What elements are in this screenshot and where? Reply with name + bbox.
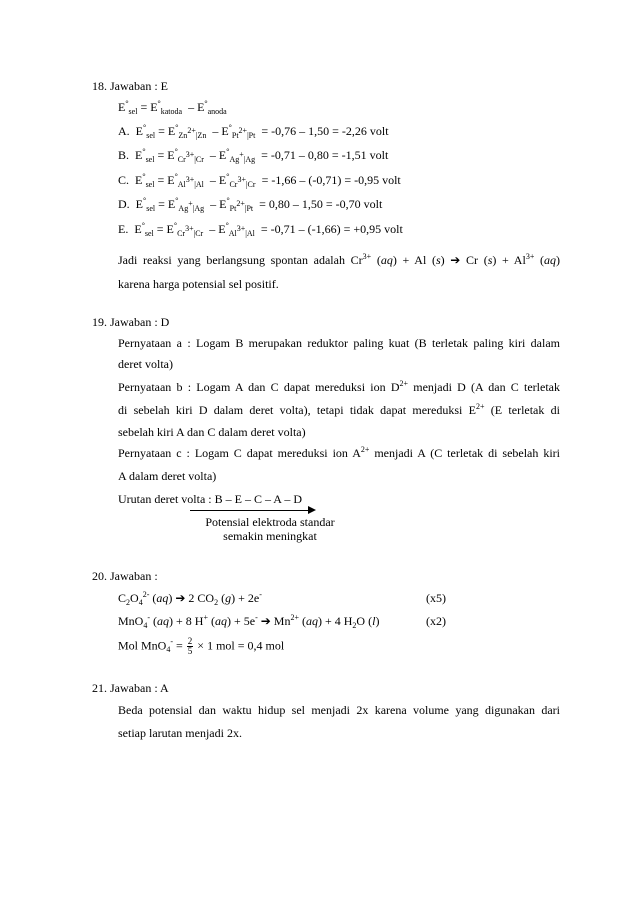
arrow-right-icon — [308, 506, 316, 514]
q20-mol-calc: Mol MnO$_4$- = $\frac{2}{5}$ × 1 mol = 0,4 mol — [118, 636, 285, 656]
arrow-label-1: Potensial elektroda standar — [205, 515, 335, 529]
q21-line-2: setiap larutan menjadi 2x. — [118, 726, 242, 740]
q19-volta-order: Urutan deret volta : B – E – C – A – D — [118, 492, 302, 506]
q21-line-1: Beda potensial dan waktu hidup sel menjadi 2x karena volume yang digunakan dari — [118, 703, 560, 717]
q19-statement-a-2: deret volta) — [118, 357, 173, 371]
q20-eq2: MnO$_4$- (aq) + 8 H+ (aq) + 5e- ➔ $Mn^{2+}$ (aq) + 4 $H_2O$ (l) — [118, 613, 380, 630]
q20-title: 20. Jawaban : — [92, 569, 158, 583]
q19-statement-b-3: sebelah kiri A dan C dalam deret volta) — [118, 425, 306, 439]
q18-option-e: E. $E^\circ_{sel} = E^\circ_{Cr^{3+}|Cr} - E^\circ_{Al^{3+}|Al} = -0,71 - (-1,66) = +0,95$ volt — [118, 221, 403, 238]
q18-option-a: A. $E^\circ_{sel} = E^\circ_{Zn^{2+}|Zn} - E^\circ_{Pt^{2+}|Pt} = -0,76 - 1,50 = -2,26$ volt — [118, 123, 389, 140]
q18-conclusion: Jadi reaksi yang berlangsung spontan adalah $Cr^{3+}$ (aq) + Al (s) ➔ Cr $(s) + Al^{3+}$ (aq) — [118, 252, 560, 267]
q18-title: 18. Jawaban : E — [92, 79, 168, 93]
q18-option-c: C. $E^\circ_{sel} = E^\circ_{Al^{3+}|Al} - E^\circ_{Cr^{3+}|Cr} = -1,66 - (-0,71) = -0,95$ volt — [118, 172, 401, 189]
q18-option-d: D. $E^\circ_{sel} = E^\circ_{Ag^+|Ag} - E^\circ_{Pt^{2+}|Pt} = 0,80 - 1,50 = -0,70$ volt — [118, 196, 383, 213]
q18-formula: $E^\circ_{sel} = E^\circ_{katoda} - E^\circ_{anoda}$ — [118, 99, 227, 116]
q19-statement-c: Pernyataan c : Logam C dapat mereduksi ion $A^{2+}$ menjadi A (C terletak di sebelah kiri — [118, 445, 560, 460]
q20-eq1-multiplier: (x5) — [426, 591, 446, 605]
q21-title: 21. Jawaban : A — [92, 681, 169, 695]
q19-statement-a: Pernyataan a : Logam B merupakan reduktor paling kuat (B terletak paling kiri dalam — [118, 336, 560, 350]
q18-conclusion-2: karena harga potensial sel positif. — [118, 277, 279, 291]
q20-eq1: $C_2O_4^{2-}$ (aq) ➔ 2 $CO_2$ (g) + 2e- — [118, 590, 262, 607]
q19-title: 19. Jawaban : D — [92, 315, 170, 329]
q20-eq2-multiplier: (x2) — [426, 614, 446, 628]
volta-arrow-line — [190, 510, 314, 511]
q19-statement-b-2: di sebelah kiri D dalam deret volta), tetapi tidak dapat mereduksi $E^{2+}$ (E terletak di — [118, 402, 560, 417]
q18-option-b: B. $E^\circ_{sel} = E^\circ_{Cr^{3+}|Cr} - E^\circ_{Ag^+|Ag} = -0,71 - 0,80 = -1,51$ volt — [118, 147, 389, 164]
arrow-label-2: semakin meningkat — [223, 529, 317, 543]
q19-statement-b: Pernyataan b : Logam A dan C dapat mereduksi ion $D^{2+}$ menjadi D (A dan C terletak — [118, 379, 560, 394]
q19-statement-c-2: A dalam deret volta) — [118, 469, 217, 483]
